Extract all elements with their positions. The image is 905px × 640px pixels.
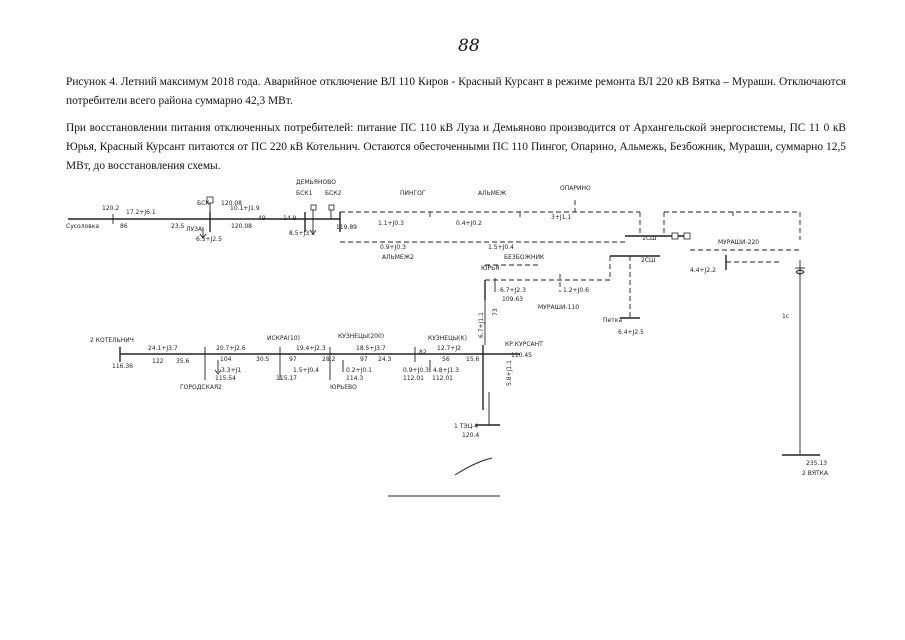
petka-name: Петка (603, 317, 622, 324)
sus-bus-voltage: 120.2 (102, 205, 120, 212)
dem-flow: 10.1+J1.9 (230, 205, 260, 212)
gorodskaya-voltage: 115.54 (215, 375, 236, 382)
yurevo-name: ЮРЬЕВО (330, 384, 357, 391)
kuznetsy-voltage-2: 112.01 (432, 375, 453, 382)
num-35-6: 35.6 (176, 358, 190, 365)
flow-1-1: 1.1+J0.3 (378, 220, 404, 227)
flow-3: 3+J1.1 (551, 214, 572, 221)
iskra-load: 1.5+J0.4 (293, 367, 319, 374)
section-1c: 1с (782, 313, 790, 320)
bsk1-label: БСК1 (296, 190, 313, 197)
pen-stroke (455, 458, 492, 475)
kuznetsy-load-2: 4.8+J1.3 (433, 367, 459, 374)
num-24-3: 24.3 (378, 356, 392, 363)
yurya-voltage: 109.63 (502, 296, 523, 303)
sus-num-86: 86 (120, 223, 128, 230)
bsk2-label: БСК2 (325, 190, 342, 197)
murashi-220-name: МУРАШИ-220 (718, 239, 760, 246)
yurya-load: 6.7+J2.3 (500, 287, 526, 294)
num-104: 104 (220, 356, 232, 363)
sus-flow: 17.2+J6.1 (126, 209, 156, 216)
bezbozhnik-name: БЕЗБОЖНИК (504, 254, 545, 261)
figure-caption: Рисунок 4. Летний максимум 2018 года. Аварийное отключение ВЛ 110 Киров - Красный Курсант в режиме ремонта ВЛ 220 кВ Вятка – Мурашн. Отключаются потребители всего района суммарно 42,3 МВт. (66, 76, 846, 107)
num-28-2: 28.2 (322, 356, 336, 363)
gorodskaya-load: 3.3+J1 (221, 367, 242, 374)
flow-0-9: 0.9+J0.3 (380, 244, 406, 251)
kuznetsy-k-name: КУЗНЕЦЫ(К) (428, 335, 467, 342)
vertical-num-73: 73 (492, 308, 499, 316)
flow-19-4: 19.4+J2.3 (296, 345, 326, 352)
kuznetsy-200-name: КУЗНЕЦЫ(200) (338, 333, 385, 340)
yurya-name: ЮРЬЯ (481, 265, 500, 272)
diagram-labels (66, 179, 829, 477)
tec-name: 1 ТЭЦ-4 (454, 423, 479, 430)
num-97-b: 97 (360, 356, 368, 363)
kr-kursant-flow: 5.8+J1.1 (506, 360, 513, 386)
almezh-name: АЛЬМЕЖ (478, 190, 507, 197)
kuznetsy-voltage-1: 112.01 (403, 375, 424, 382)
flow-12-7: 12.7+J2 (437, 345, 461, 352)
flow-0-4: 0.4+J0.2 (456, 220, 482, 227)
bus-2sh: 2СШ (641, 257, 656, 264)
kr-kursant-name: КР.КУРСАНТ (505, 341, 543, 348)
flow-24-1: 24.1+J3.7 (148, 345, 178, 352)
sus-name: Сусоловка (66, 223, 100, 230)
dem-voltage: 119.89 (336, 224, 357, 231)
oparino-name: ОПАРИНО (560, 185, 591, 192)
flow-20-7: 20.7+J2.6 (216, 345, 246, 352)
restoration-paragraph: При восстановлении питания отключенных потребителей: питание ПС 110 кВ Луза и Демьяново производится от Архангельской энергосистемы, ПС 11 0 кВ Юрья, Красный Курсант питаются от ПС 220 кВ Котельнич. Остаются обесточенными ПС 110 Пингог, Опарино, Альмежь, Безбожник, Мураши, суммарно 12,5 МВт, до восстановления схемы. (66, 122, 846, 172)
iskra-name: ИСКРА(10) (267, 335, 300, 342)
kuznetsy-load-1: 0.9+J0.3 (403, 367, 429, 374)
num-56: 56 (442, 356, 450, 363)
num-82: 82 (419, 349, 427, 356)
murashi-110-name: МУРАШИ-110 (538, 304, 580, 311)
gorodskaya-name: ГОРОДСКАЯ2 (180, 384, 222, 391)
petka-load: 6.4+J2.5 (618, 329, 644, 336)
almezh2-name: АЛЬМЕЖ2 (382, 254, 414, 261)
dem-num-14-9: 14.9 (283, 215, 297, 222)
flow-1-2: 1.2+J0.6 (563, 287, 589, 294)
flow-18-5: 18.5+J3.7 (356, 345, 386, 352)
luza-num-23-5: 23.5 (171, 223, 185, 230)
num-122: 122 (152, 358, 164, 365)
luza-name: ЛУЗА (186, 226, 203, 233)
murashi-load: 4.4+J2.2 (690, 267, 716, 274)
kr-kursant-voltage: 110.45 (511, 352, 532, 359)
pingog-name: ПИНГОГ (400, 190, 426, 197)
iskra-voltage: 115.17 (276, 375, 297, 382)
dem-name: ДЕМЬЯНОВО (296, 179, 337, 186)
vyatka-voltage: 235.13 (806, 460, 827, 467)
tec-voltage: 120.4 (462, 432, 480, 439)
num-30-5: 30.5 (256, 356, 270, 363)
yurevo-load: 0.2+J0.1 (346, 367, 372, 374)
dem-num-49: 49 (258, 215, 266, 222)
dem-load: 8.5+J3.1 (289, 230, 315, 237)
bsk-voltage: 120.08 (221, 200, 242, 207)
luza-voltage: 120.08 (231, 223, 252, 230)
bsk-label: БСК (197, 200, 210, 207)
flow-1-5: 1.5+J0.4 (488, 244, 514, 251)
num-15-6: 15.6 (466, 356, 480, 363)
kotelnich-name: 2 КОТЕЛЬНИЧ (90, 337, 134, 344)
yurevo-voltage: 114.3 (346, 375, 364, 382)
vertical-flow: 6.7+J1.1 (478, 312, 485, 338)
bus-1sh: 1СШ (642, 235, 657, 242)
page-number: 88 (458, 36, 480, 56)
num-97-a: 97 (289, 356, 297, 363)
luza-load: 6.5+J2.5 (196, 236, 222, 243)
vyatka-name: 2 ВЯТКА (802, 470, 829, 477)
kotelnich-voltage: 116.36 (112, 363, 133, 370)
